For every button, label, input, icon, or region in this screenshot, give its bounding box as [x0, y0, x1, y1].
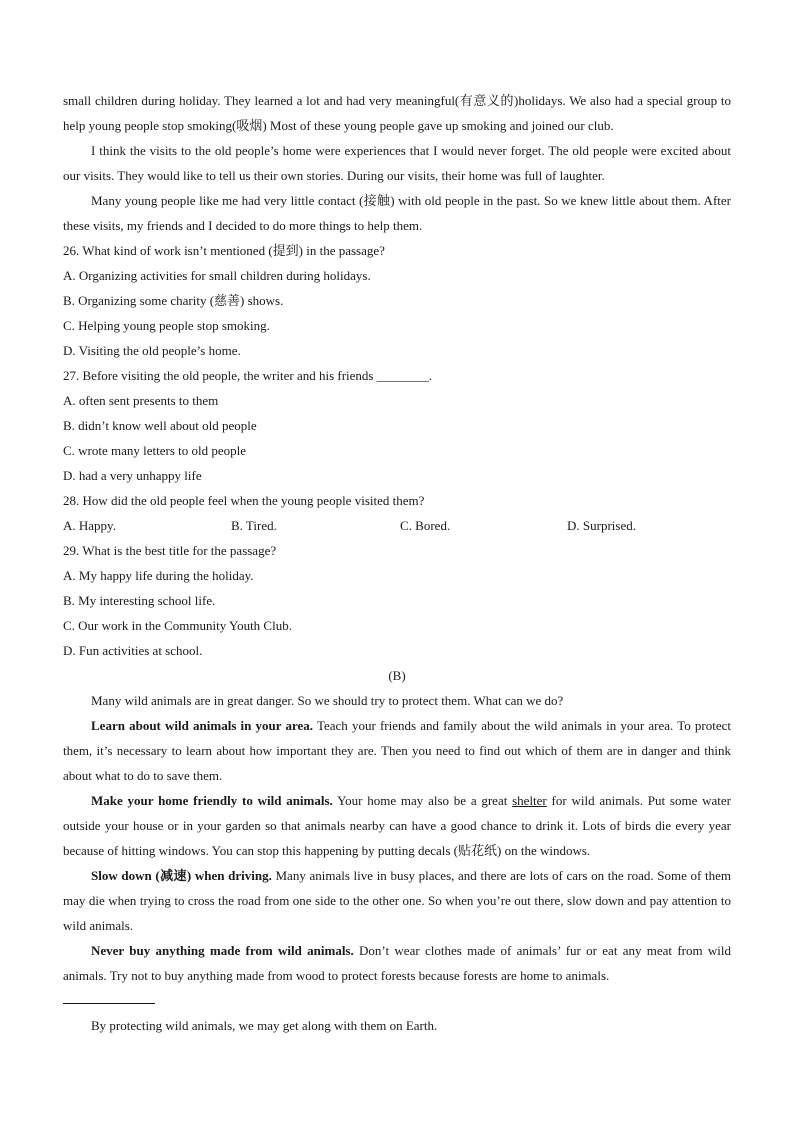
tip-2-body-after: for wild animals. Put some water outside your house or in your garden so that animals nearby can have a good chance to drink it. Lots of birds die every year because of hitting windows. You can stop this happening by putting decals (贴花纸) on the windows. [63, 793, 731, 858]
tip-1-heading: Learn about wild animals in your area. [91, 718, 314, 733]
question-26-option-d: D. Visiting the old people’s home. [63, 343, 241, 358]
question-29-stem: 29. What is the best title for the passage? [63, 543, 277, 558]
question-26-option-c: C. Helping young people stop smoking. [63, 318, 270, 333]
question-27-option-a: A. often sent presents to them [63, 393, 219, 408]
tip-2-underlined-word: shelter [512, 793, 547, 808]
passage-a-paragraph-2: I think the visits to the old people’s home were experiences that I would never forget. The old people were excited about our visits. They would like to tell us their own stories. During our visits, their home was full of laughter. [63, 143, 731, 183]
passage-b-intro: Many wild animals are in great danger. So we should try to protect them. What can we do? [91, 693, 564, 708]
question-28-stem: 28. How did the old people feel when the young people visited them? [63, 493, 425, 508]
tip-1-paragraph [63, 713, 731, 788]
question-29-option-a: A. My happy life during the holiday. [63, 568, 254, 583]
question-28-option-b: B. Tired. [231, 518, 277, 533]
question-29-option-c: C. Our work in the Community Youth Club. [63, 618, 292, 633]
tip-1-body: Teach your friends and family about the wild animals in your area. To protect them, it’s necessary to learn about how important they are. Then you need to find out which of them are in danger and think about what to do to save them. [63, 718, 732, 783]
question-28-options [63, 513, 731, 538]
blank-line [63, 1003, 155, 1004]
tip-4-paragraph [63, 938, 731, 988]
passage-b-closing: By protecting wild animals, we may get along with them on Earth. [91, 1018, 438, 1033]
passage-b-label: (B) [388, 668, 406, 683]
question-27-option-d: D. had a very unhappy life [63, 468, 202, 483]
tip-2-body-before: Your home may also be a great [332, 793, 513, 808]
tip-4-heading: Never buy anything made from wild animals. [91, 943, 354, 958]
question-28-option-a: A. Happy. [63, 518, 116, 533]
document-content [63, 88, 731, 1038]
question-28-option-d: D. Surprised. [567, 518, 636, 533]
question-26-option-a: A. Organizing activities for small children during holidays. [63, 268, 371, 283]
tip-2-paragraph [63, 788, 731, 863]
question-29-option-d: D. Fun activities at school. [63, 643, 203, 658]
tip-4-body: Don’t wear clothes made of animals’ fur or eat any meat from wild animals. Try not to buy anything made from wood to protect forests because forests are home to animals. [63, 943, 732, 983]
question-27-stem: 27. Before visiting the old people, the writer and his friends ________. [63, 368, 432, 383]
passage-a-paragraph-1: small children during holiday. They learned a lot and had very meaningful(有意义的)holidays. We also had a special group to help young people stop smoking(吸烟) Most of these young people gave up smoking and joined our club. [63, 93, 731, 133]
question-27-option-b: B. didn’t know well about old people [63, 418, 257, 433]
question-28-option-c: C. Bored. [400, 518, 451, 533]
question-29-option-b: B. My interesting school life. [63, 593, 216, 608]
question-26-stem: 26. What kind of work isn’t mentioned (提到) in the passage? [63, 243, 385, 258]
tip-3-body: Many animals live in busy places, and there are lots of cars on the road. Some of them may die when trying to cross the road from one side to the other one. So when you’re out there, slow down and pay attention to wild animals. [63, 868, 731, 933]
passage-a-paragraph-3: Many young people like me had very little contact (接触) with old people in the past. So we knew little about them. After these visits, my friends and I decided to do more things to help them. [63, 193, 731, 233]
tip-2-heading: Make your home friendly to wild animals. [91, 793, 333, 808]
tip-3-paragraph [63, 863, 731, 938]
tip-3-heading: Slow down (减速) when driving. [91, 868, 272, 883]
question-27-option-c: C. wrote many letters to old people [63, 443, 247, 458]
question-26-option-b: B. Organizing some charity (慈善) shows. [63, 293, 284, 308]
